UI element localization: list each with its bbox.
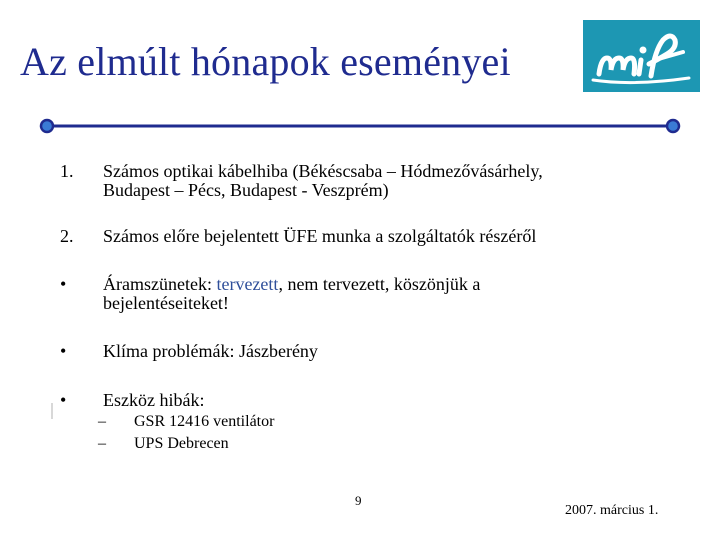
list-item-text: Számos előre bejelentett ÜFE munka a szolgáltatók részéről xyxy=(103,226,537,246)
list-marker: 1. xyxy=(60,161,74,181)
title-divider xyxy=(38,117,682,135)
footer-date: 2007. március 1. xyxy=(565,503,659,518)
list-item-text: Számos optikai kábelhiba (Békéscsaba – Hódmezővásárhely, Budapest – Pécs, Budapest - Veszprém) xyxy=(103,161,543,200)
list-item-text: Áramszünetek: tervezett, nem tervezett, köszönjük a bejelentéseiteket! xyxy=(103,274,481,313)
bullet: • xyxy=(60,274,67,294)
bullet: • xyxy=(60,341,67,361)
highlight-text: tervezett xyxy=(216,274,279,294)
slide-edge-mark xyxy=(51,403,53,419)
page-number: 9 xyxy=(355,493,362,508)
sub-dash: – xyxy=(98,413,106,430)
sub-item-text: GSR 12416 ventilátor xyxy=(134,413,275,430)
bullet: • xyxy=(60,390,67,410)
sub-dash: – xyxy=(98,435,106,452)
sub-item-text: UPS Debrecen xyxy=(134,435,229,452)
list-item-text: Eszköz hibák: xyxy=(103,390,205,410)
list-marker: 2. xyxy=(60,226,74,246)
slide-title: Az elmúlt hónapok eseményei xyxy=(20,39,511,84)
mif-logo-icon xyxy=(583,20,700,92)
list-item-text: Klíma problémák: Jászberény xyxy=(103,341,318,361)
